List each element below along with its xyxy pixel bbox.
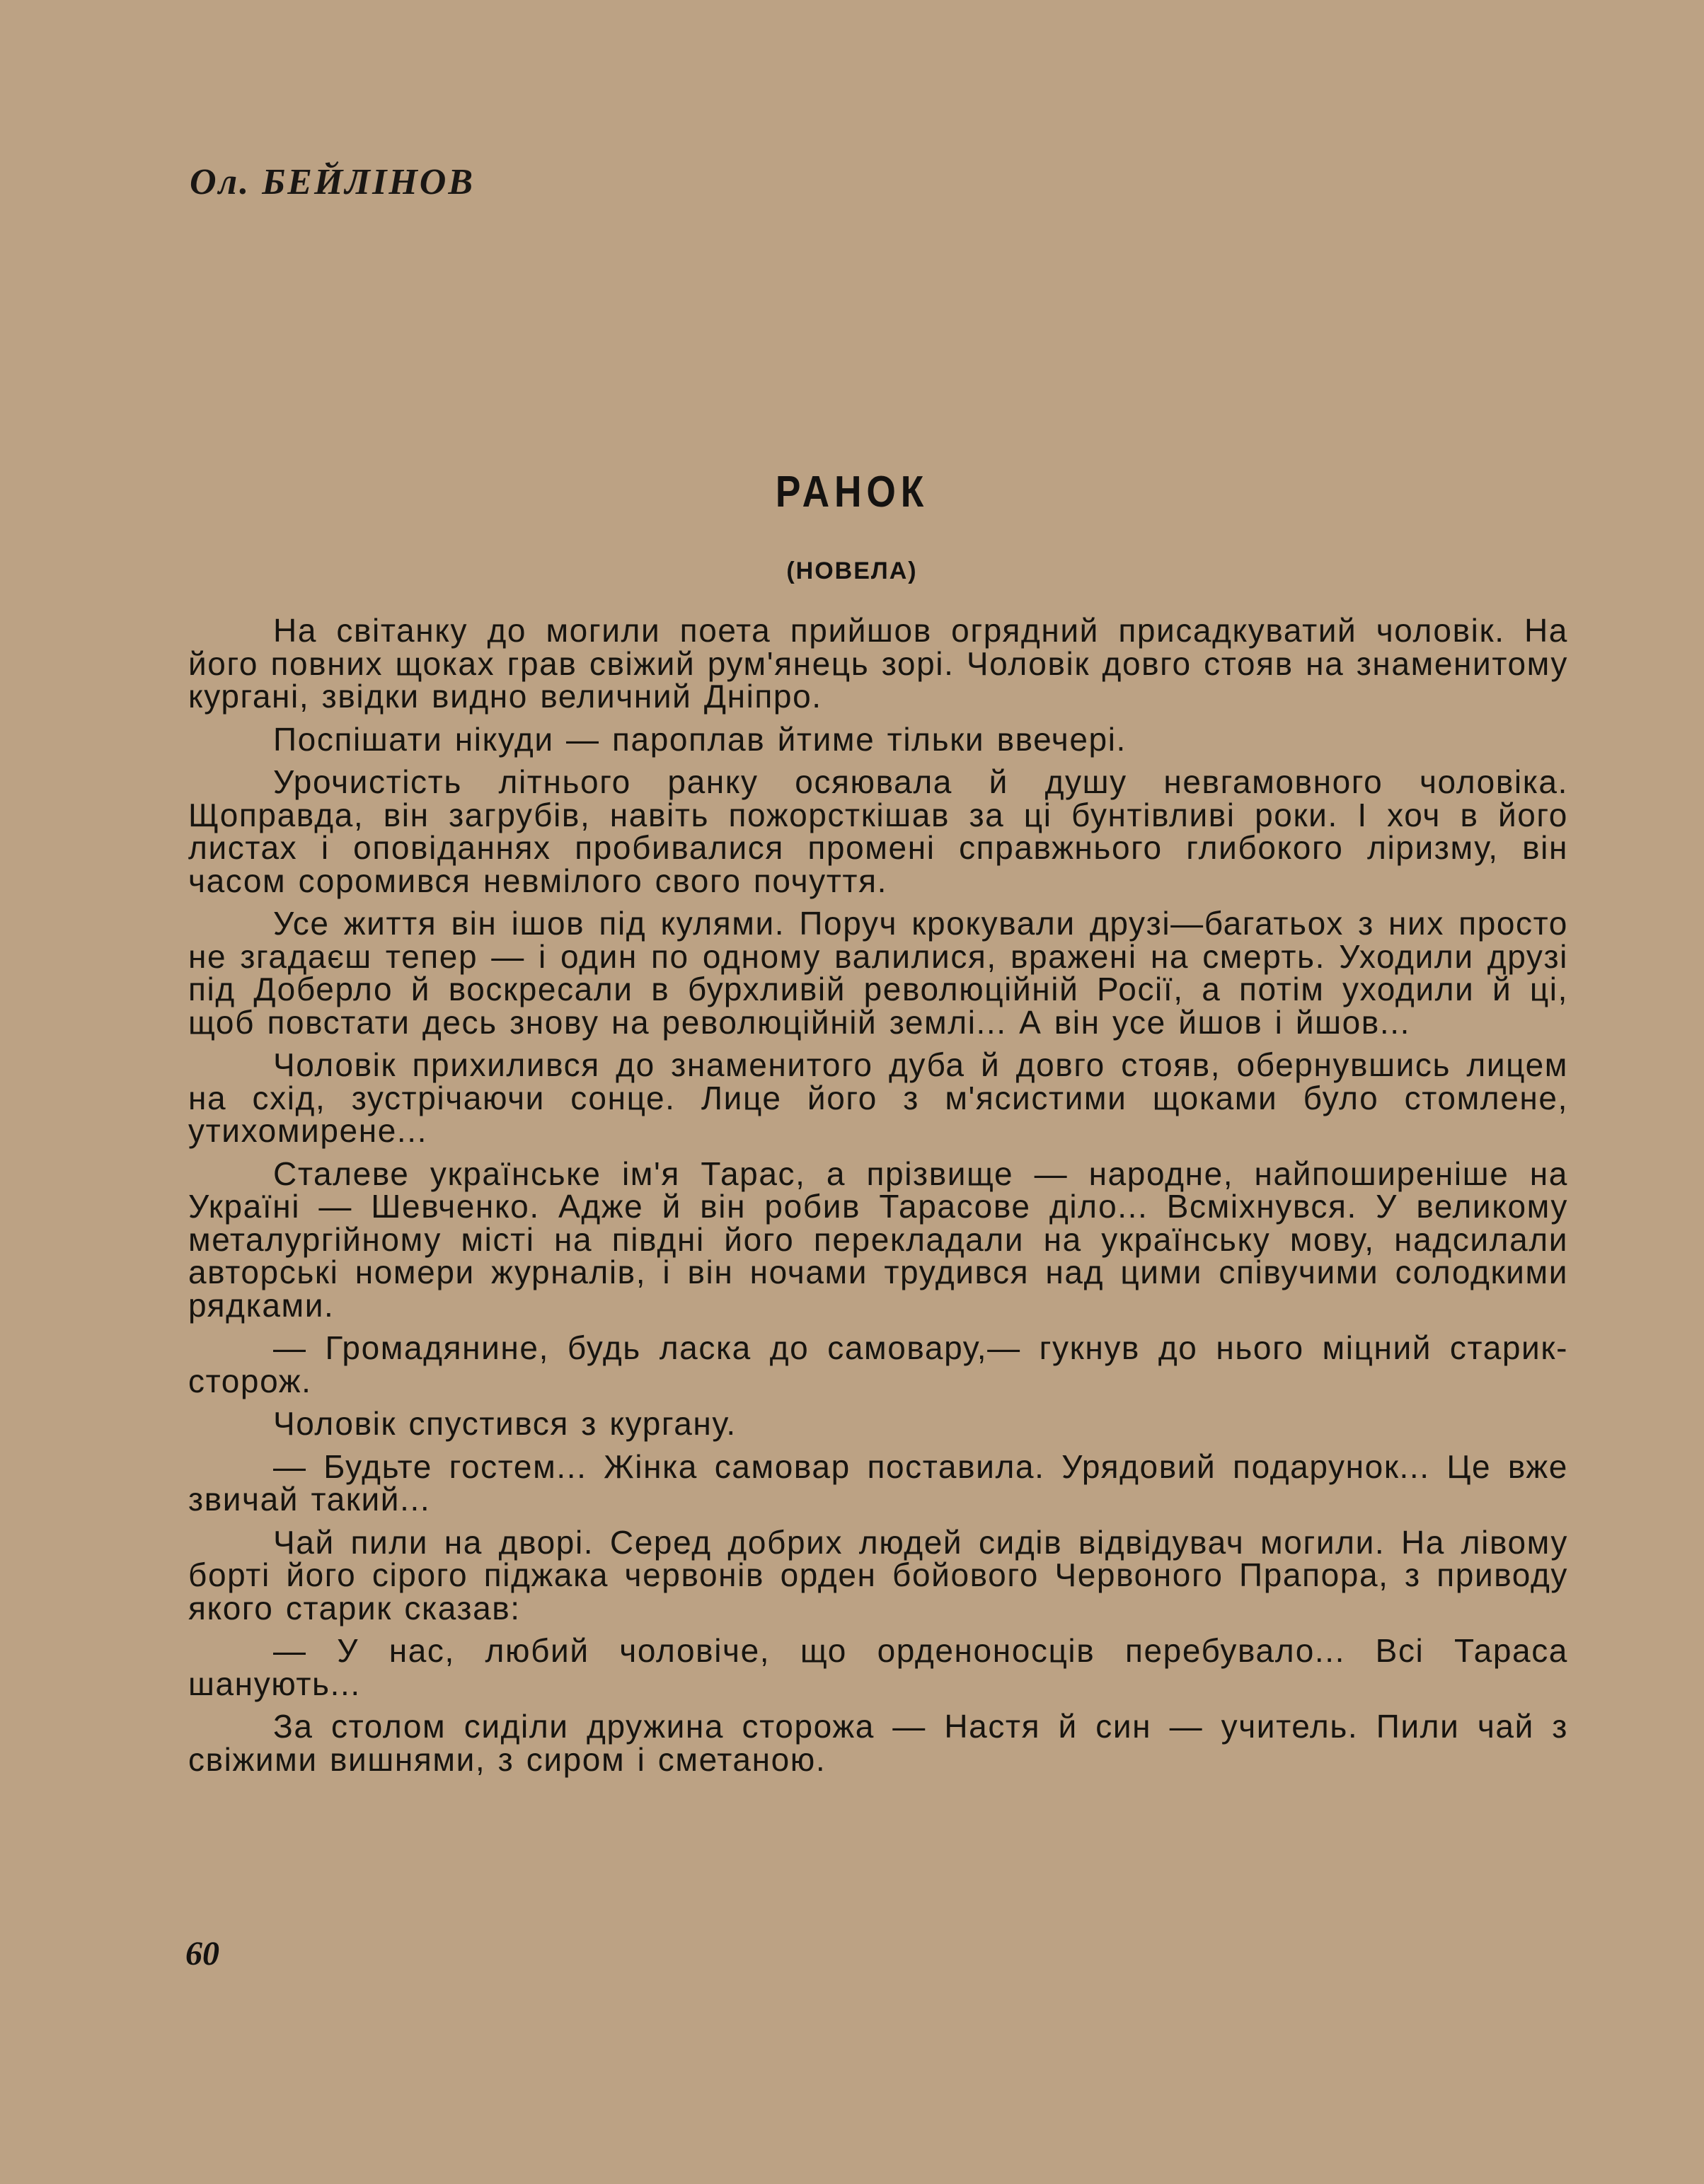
paragraph: Чоловік спустився з кургану. [273,1405,737,1442]
paragraph: Чоловік прихилився до знаменитого дуба й довго стояв, обернувшись лицем на схід, зустрічаючи сонце. Лице його з м'ясистими щоками було стомлене, утихомирене... [188,1046,1568,1149]
page-number: 60 [185,1935,219,1972]
paragraph: Сталеве українське ім'я Тарас, а прізвище — народне, найпоширеніше на Україні — Шевченко. Адже й він робив Тарасове діло... Всміхнувся. У великому металургійному місті на півдні його перекладали на українську мову, надсилали авторські номери журналів, і він ночами трудився над цими співучими солодкими рядками. [188,1155,1568,1324]
paragraph: — Будьте гостем... Жінка самовар поставила. Урядовий подарунок... Це вже звичай такий... [188,1448,1568,1518]
author-name: Ол. БЕЙЛІНОВ [190,162,475,202]
paragraph: Усе життя він ішов під кулями. Поруч крокували друзі—багатьох з них просто не згадаєш тепер — і один по одному валилися, вражені на смерть. Уходили друзі під Доберло й воскресали в бурхливій революційній Росії, а потім уходили й ці, щоб повстати десь знову на революційній землі... А він усе йшов і йшов... [188,905,1568,1041]
paragraph: Поспішати нікуди — пароплав йтиме тільки ввечері. [273,720,1127,758]
paragraph: — У нас, любий чоловіче, що орденоносців перебувало... Всі Тараса шанують... [188,1632,1568,1702]
paragraph: Урочистість літнього ранку осяювала й душу невгамовного чоловіка. Щоправда, він загрубів, навіть пожорсткішав за ці бунтівливі роки. І хоч в його листах і оповіданнях пробивалися промені справжнього глибокого ліризму, він часом соромився невмілого свого почуття. [188,763,1568,899]
paragraph: — Громадянине, будь ласка до самовару,— гукнув до нього міцний старик-сторож. [188,1329,1568,1399]
story-subtitle: (НОВЕЛА) [786,557,918,584]
story-body [188,614,1568,1786]
paragraph: Чай пили на дворі. Серед добрих людей сидів відвідувач могили. На лівому борті його сірого піджака червонів орден бойового Червоного Прапора, з приводу якого старик сказав: [188,1523,1568,1627]
paragraph: За столом сиділи дружина сторожа — Настя й син — учитель. Пили чай з свіжими вишнями, з сиром і сметаною. [188,1708,1568,1778]
paragraph: На світанку до могили поета прийшов огрядний присадкуватий чоловік. На його повних щоках грав свіжий рум'янець зорі. Чоловік довго стояв на знаменитому кургані, звідки видно величний Дніпро. [188,612,1568,715]
story-title: РАНОК [775,468,929,516]
